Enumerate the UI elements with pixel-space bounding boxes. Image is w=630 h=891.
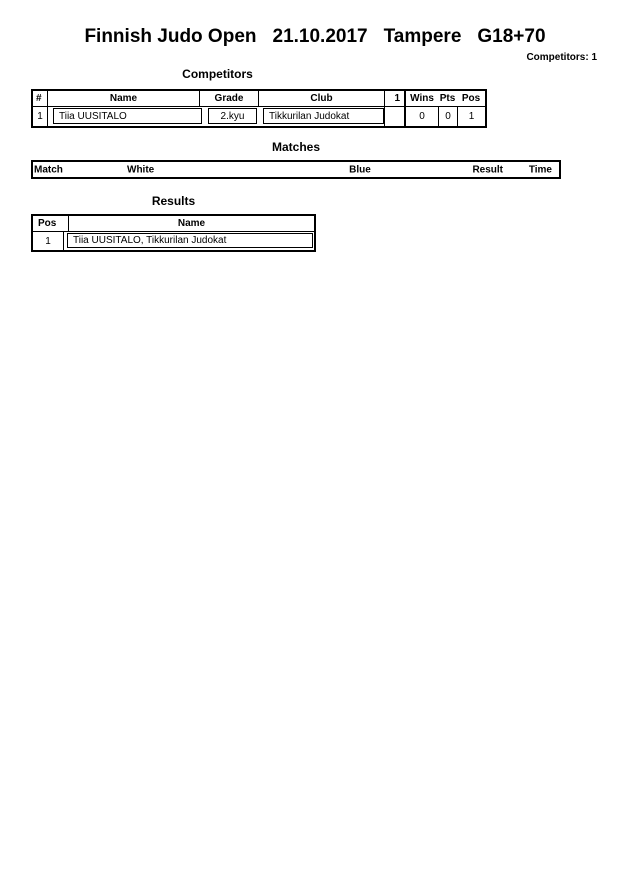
header-result-position: Pos — [33, 216, 69, 231]
header-club: Club — [259, 91, 385, 106]
results-section-heading: Results — [151, 194, 196, 208]
matches-table — [31, 160, 561, 179]
header-result-name: Name — [177, 218, 206, 229]
result-row — [33, 232, 314, 250]
page-title — [0, 26, 630, 48]
competitors-table — [31, 89, 487, 128]
competitor-wins: 0 — [419, 111, 425, 122]
title-category: G18+70 — [477, 26, 546, 47]
competitor-grade: 2.kyu — [208, 108, 257, 124]
matches-section-heading: Matches — [271, 140, 321, 154]
header-name: Name — [48, 91, 200, 106]
header-blue: Blue — [349, 164, 371, 175]
header-position: Pos — [461, 93, 481, 104]
result-competitor-name: Tiia UUSITALO, Tikkurilan Judokat — [67, 233, 313, 248]
competitor-row — [33, 107, 485, 126]
title-date: 21.10.2017 — [272, 26, 368, 47]
header-result: Result — [472, 164, 503, 175]
header-number: # — [33, 91, 48, 106]
competitor-name: Tiia UUSITALO — [53, 108, 202, 124]
header-cross-table-1: 1 — [385, 91, 406, 106]
header-time: Time — [528, 164, 552, 175]
competitors-section-heading: Competitors — [182, 67, 253, 81]
competitor-points: 0 — [438, 107, 457, 126]
result-position: 1 — [33, 232, 64, 250]
results-table — [31, 214, 316, 252]
competitors-count-label: Competitors: 1 — [526, 52, 597, 63]
header-grade: Grade — [200, 91, 259, 106]
title-event-name: Finnish Judo Open — [84, 26, 257, 47]
competitor-club: Tikkurilan Judokat — [263, 108, 384, 124]
title-location: Tampere — [383, 26, 462, 47]
competitor-position: 1 — [457, 107, 485, 126]
competitor-cross-table-cell — [384, 107, 406, 126]
header-match: Match — [34, 164, 63, 175]
competitors-table-header-row — [33, 91, 485, 107]
results-table-header-row — [33, 216, 314, 232]
header-wins: Wins — [410, 93, 434, 104]
header-white: White — [127, 164, 155, 175]
header-points: Pts — [439, 93, 456, 104]
competitor-number: 1 — [33, 107, 48, 126]
